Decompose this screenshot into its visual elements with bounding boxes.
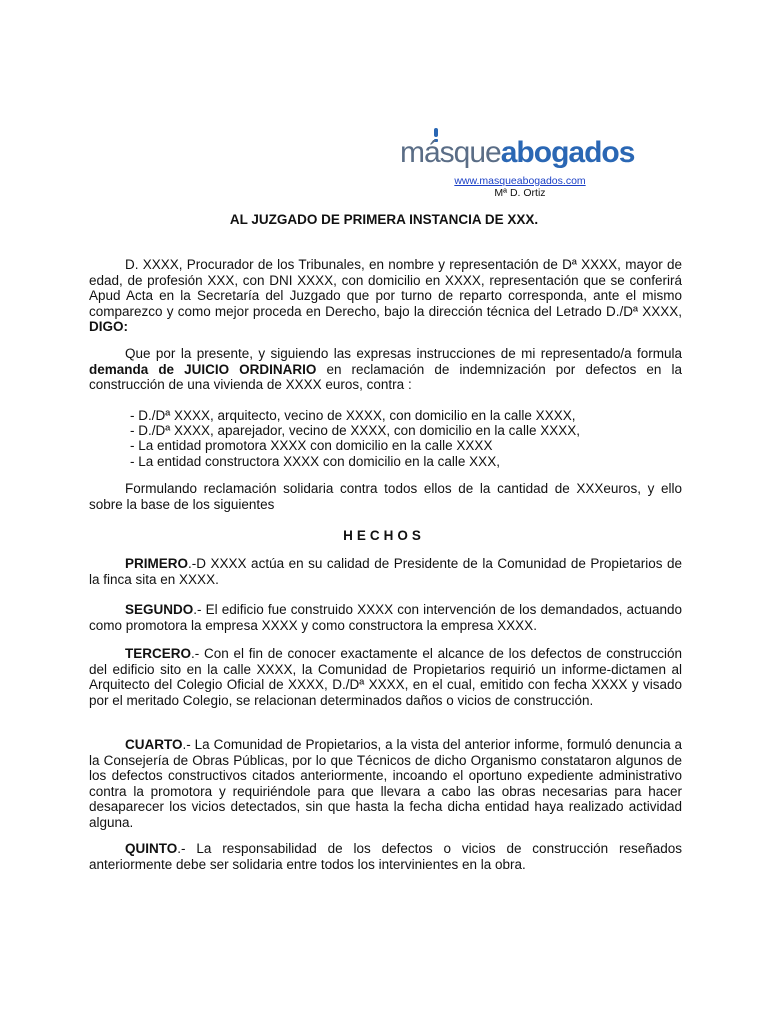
logo-wordmark xyxy=(400,138,634,168)
fact-label: PRIMERO xyxy=(125,556,189,571)
document-heading: AL JUZGADO DE PRIMERA INSTANCIA DE XXX. xyxy=(229,212,539,227)
fact-text: .-D XXXX actúa en su calidad de Presidente de la Comunidad de Propietarios de la finca sita en XXXX. xyxy=(89,556,682,587)
defendants-list xyxy=(130,408,580,469)
fact-label: CUARTO xyxy=(125,737,183,752)
website-link[interactable]: www.masqueabogados.com xyxy=(454,175,586,187)
demand-paragraph xyxy=(89,346,682,393)
intro-text: D. XXXX, Procurador de los Tribunales, en nombre y representación de Dª XXXX, mayor de edad, de profesión XXX, con DNI XXXX, con domicilio en XXXX, representación que se conferirá Apud Acta en la Secretaría del Juzgado que por turno de reparto corresponda, ante el mismo comparezco y como mejor proceda en Derecho, bajo la dirección técnica del Letrado D./Dª XXXX, xyxy=(89,257,682,319)
fact-text: .- Con el fin de conocer exactamente el alcance de los defectos de construcción del edificio sito en la calle XXXX, la Comunidad de Propietarios requirió un informe-dictamen al Arquitecto del Colegio Oficial de XXXX, D./Dª XXXX, en el cual, emitido con fecha XXXX y visado por el meritado Colegio, se relacionan determinados daños o vicios de construcción. xyxy=(89,646,682,708)
fact-paragraph xyxy=(89,737,682,831)
hechos-heading: HECHOS xyxy=(343,528,425,543)
list-item: - D./Dª XXXX, aparejador, vecino de XXXX, con domicilio en la calle XXXX, xyxy=(130,423,580,439)
intro-bold: DIGO: xyxy=(89,319,128,335)
fact-label: QUINTO xyxy=(125,841,178,856)
company-logo xyxy=(400,128,650,172)
fact-paragraph xyxy=(89,646,682,708)
fact-text: .- La Comunidad de Propietarios, a la vista del anterior informe, formuló denuncia a la Consejería de Obras Públicas, por lo que Técnicos de dicho Organismo constataron algunos de los defectos constructivos citados anteriormente, incoando el oportuno expediente administrativo contra la promotora y requiriéndole para que llevara a cabo las obras necesarias para hacer desaparecer los vicios detectados, sin que hasta la fecha dicha entidad haya realizado actividad alguna. xyxy=(89,737,682,830)
logo-part-masque: másque xyxy=(400,136,501,169)
fact-paragraph xyxy=(89,602,682,633)
demand-text-2: en reclamación de indemnización por defectos en la construcción de una vivienda de XXXX euros, contra : xyxy=(89,361,682,393)
demand-text-1: Que por la presente, y siguiendo las expresas instrucciones de mi representado/a formula xyxy=(125,346,682,361)
list-item: - D./Dª XXXX, arquitecto, vecino de XXXX, con domicilio en la calle XXXX, xyxy=(130,408,576,423)
fact-text: .- El edificio fue construido XXXX con intervención de los demandados, actuando como promotora la empresa XXXX y como constructora la empresa XXXX. xyxy=(89,602,682,633)
fact-paragraph xyxy=(89,556,682,587)
fact-label: TERCERO xyxy=(125,646,192,661)
demand-bold: demanda de JUICIO ORDINARIO xyxy=(89,361,317,377)
author-name: Mª D. Ortiz xyxy=(494,187,546,199)
fact-paragraph xyxy=(89,841,682,872)
fact-text: .- La responsabilidad de los defectos o vicios de construcción reseñados anteriormente debe ser solidaria entre todos los intervinientes en la obra. xyxy=(89,841,682,872)
logo-part-abogados: abogados xyxy=(500,136,635,169)
claim-paragraph: Formulando reclamación solidaria contra todos ellos de la cantidad de XXXeuros, y ello sobre la base de los siguientes xyxy=(89,481,682,512)
list-item: - La entidad constructora XXXX con domicilio en la calle XXX, xyxy=(130,453,500,469)
list-item: - La entidad promotora XXXX con domicilio en la calle XXXX xyxy=(130,438,493,454)
intro-paragraph xyxy=(89,257,682,335)
fact-label: SEGUNDO xyxy=(125,602,194,617)
